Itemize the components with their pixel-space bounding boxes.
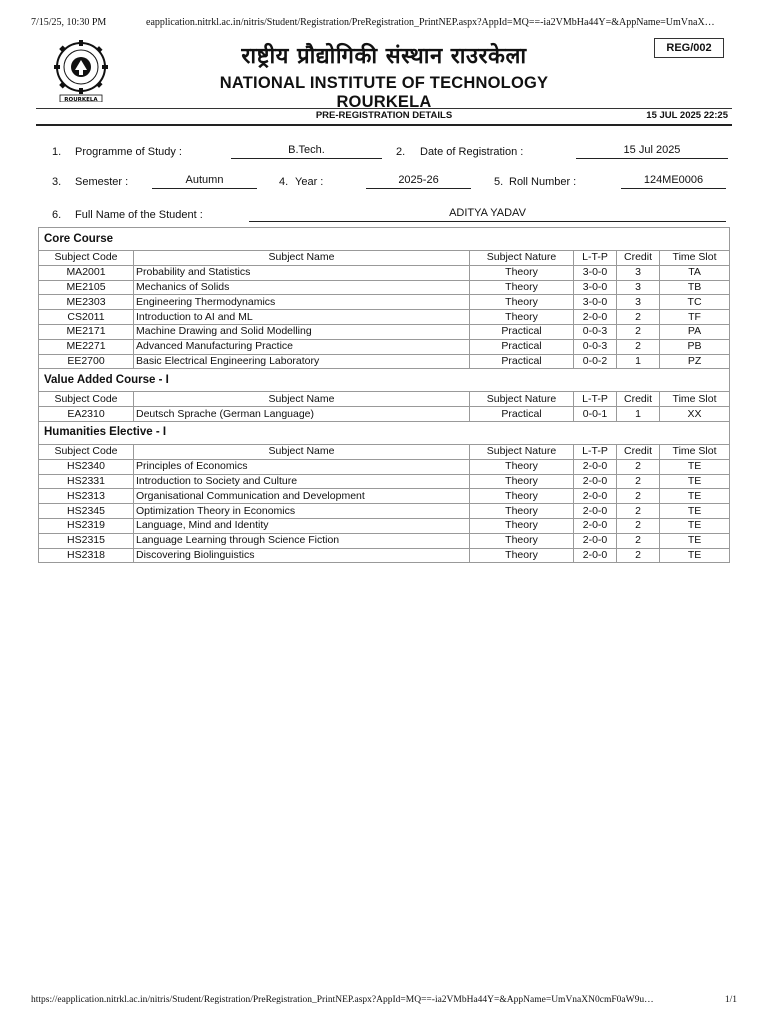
subject-nature-cell: Theory [470, 280, 574, 295]
subject-nature-cell: Practical [470, 339, 574, 354]
subject-name-cell: Introduction to Society and Culture [134, 474, 470, 489]
subject-nature-header: Subject Nature [470, 392, 574, 407]
table-row [39, 265, 730, 280]
programme-num: 1. [52, 146, 62, 158]
subject-name-cell: Probability and Statistics [134, 265, 470, 280]
section-title: Humanities Elective - I [39, 421, 730, 444]
table-row [39, 310, 730, 325]
table-row [39, 459, 730, 474]
full-name-value: ADITYA YADAV [249, 207, 726, 222]
subject-nature-cell: Practical [470, 407, 574, 422]
subject-code-cell: ME2171 [39, 324, 134, 339]
subject-nature-cell: Theory [470, 518, 574, 533]
time-slot-cell: TE [660, 548, 730, 563]
subject-code-cell: ME2303 [39, 295, 134, 310]
subject-name-cell: Mechanics of Solids [134, 280, 470, 295]
credit-cell: 2 [617, 459, 660, 474]
credit-header: Credit [617, 392, 660, 407]
table-row [39, 407, 730, 422]
document-timestamp: 15 JUL 2025 22:25 [646, 110, 728, 121]
subject-code-header: Subject Code [39, 251, 134, 266]
subject-code-cell: HS2313 [39, 489, 134, 504]
subject-code-cell: HS2318 [39, 548, 134, 563]
table-row [39, 295, 730, 310]
subject-name-cell: Introduction to AI and ML [134, 310, 470, 325]
section-header-row [39, 228, 730, 251]
ltp-cell: 2-0-0 [574, 548, 617, 563]
print-datetime: 7/15/25, 10:30 PM [31, 17, 107, 28]
subject-nature-cell: Theory [470, 295, 574, 310]
time-slot-header: Time Slot [660, 392, 730, 407]
section-title: Core Course [39, 228, 730, 251]
roll-value: 124ME0006 [621, 174, 726, 189]
semester-label: Semester : [75, 176, 129, 188]
subject-code-cell: HS2345 [39, 504, 134, 519]
subject-name-cell: Advanced Manufacturing Practice [134, 339, 470, 354]
ltp-cell: 3-0-0 [574, 280, 617, 295]
subject-code-cell: MA2001 [39, 265, 134, 280]
programme-label: Programme of Study : [75, 146, 182, 158]
credit-cell: 2 [617, 474, 660, 489]
semester-num: 3. [52, 176, 62, 188]
table-row [39, 474, 730, 489]
form-code-badge: REG/002 [654, 38, 724, 58]
ltp-cell: 2-0-0 [574, 489, 617, 504]
ltp-cell: 3-0-0 [574, 265, 617, 280]
ltp-cell: 2-0-0 [574, 533, 617, 548]
year-value: 2025-26 [366, 174, 471, 189]
credit-cell: 2 [617, 533, 660, 548]
subject-name-cell: Language Learning through Science Fiction [134, 533, 470, 548]
time-slot-cell: TF [660, 310, 730, 325]
subject-name-cell: Organisational Communication and Development [134, 489, 470, 504]
subject-name-cell: Machine Drawing and Solid Modelling [134, 324, 470, 339]
table-row [39, 324, 730, 339]
subject-nature-cell: Theory [470, 310, 574, 325]
credit-cell: 2 [617, 548, 660, 563]
subject-nature-cell: Practical [470, 354, 574, 369]
time-slot-cell: TE [660, 459, 730, 474]
page-number: 1/1 [724, 995, 737, 1005]
ltp-cell: 0-0-3 [574, 324, 617, 339]
ltp-cell: 2-0-0 [574, 518, 617, 533]
section-header-row [39, 369, 730, 392]
column-header-row [39, 444, 730, 459]
subject-nature-cell: Theory [470, 489, 574, 504]
institute-name: NATIONAL INSTITUTE OF TECHNOLOGY ROURKELA [219, 74, 549, 111]
subject-code-cell: ME2105 [39, 280, 134, 295]
print-url[interactable]: eapplication.nitrkl.ac.in/nitris/Student/Registration/PreRegistration_PrintNEP.aspx?AppId=MQ==-ia2VMbHa44Y=&AppName=UmVnaX… [146, 17, 715, 28]
subject-nature-cell: Theory [470, 533, 574, 548]
credit-cell: 1 [617, 354, 660, 369]
ltp-cell: 2-0-0 [574, 459, 617, 474]
ltp-header: L-T-P [574, 392, 617, 407]
table-row [39, 489, 730, 504]
ltp-cell: 0-0-1 [574, 407, 617, 422]
time-slot-header: Time Slot [660, 251, 730, 266]
section-title: Value Added Course - I [39, 369, 730, 392]
credit-cell: 3 [617, 295, 660, 310]
table-row [39, 280, 730, 295]
print-footer-url[interactable]: https://eapplication.nitrkl.ac.in/nitris/Student/Registration/PreRegistration_PrintNEP.aspx?AppId=MQ==-ia2VMbHa44Y=&AppName=UmVnaXN0cmF0aW9u… [31, 995, 654, 1005]
ltp-cell: 2-0-0 [574, 474, 617, 489]
credit-cell: 3 [617, 280, 660, 295]
subject-name-cell: Engineering Thermodynamics [134, 295, 470, 310]
time-slot-cell: TE [660, 518, 730, 533]
time-slot-cell: PB [660, 339, 730, 354]
institute-hindi-name: राष्ट्रीय प्रौद्योगिकी संस्थान राउरकेला [241, 44, 527, 69]
subject-code-cell: HS2315 [39, 533, 134, 548]
subject-code-cell: EE2700 [39, 354, 134, 369]
credit-header: Credit [617, 444, 660, 459]
time-slot-cell: PZ [660, 354, 730, 369]
credit-header: Credit [617, 251, 660, 266]
time-slot-cell: TE [660, 533, 730, 548]
subject-name-header: Subject Name [134, 392, 470, 407]
date-reg-label: Date of Registration : [420, 146, 524, 158]
subject-nature-cell: Theory [470, 548, 574, 563]
subject-code-cell: HS2319 [39, 518, 134, 533]
print-header [31, 17, 737, 28]
document-title: PRE-REGISTRATION DETAILS [315, 110, 453, 121]
roll-num: 5. [494, 176, 504, 188]
programme-value: B.Tech. [231, 144, 382, 159]
subject-nature-header: Subject Nature [470, 251, 574, 266]
credit-cell: 2 [617, 310, 660, 325]
ltp-header: L-T-P [574, 444, 617, 459]
time-slot-cell: TE [660, 474, 730, 489]
credit-cell: 2 [617, 339, 660, 354]
year-num: 4. [279, 176, 289, 188]
subject-name-cell: Deutsch Sprache (German Language) [134, 407, 470, 422]
ltp-cell: 2-0-0 [574, 310, 617, 325]
subject-nature-cell: Theory [470, 474, 574, 489]
time-slot-cell: TE [660, 504, 730, 519]
subject-code-cell: CS2011 [39, 310, 134, 325]
subject-nature-header: Subject Nature [470, 444, 574, 459]
table-row [39, 548, 730, 563]
credit-cell: 2 [617, 504, 660, 519]
column-header-row [39, 251, 730, 266]
logo-text: ROURKELA [64, 97, 98, 102]
roll-label: Roll Number : [509, 176, 577, 188]
subject-name-cell: Discovering Biolinguistics [134, 548, 470, 563]
time-slot-cell: XX [660, 407, 730, 422]
course-table [38, 227, 730, 563]
print-footer [31, 995, 737, 1005]
year-label: Year : [295, 176, 324, 188]
divider [36, 124, 732, 126]
time-slot-header: Time Slot [660, 444, 730, 459]
subject-name-cell: Language, Mind and Identity [134, 518, 470, 533]
credit-cell: 1 [617, 407, 660, 422]
subject-code-cell: HS2331 [39, 474, 134, 489]
subject-name-cell: Optimization Theory in Economics [134, 504, 470, 519]
section-header-row [39, 421, 730, 444]
subject-nature-cell: Theory [470, 504, 574, 519]
credit-cell: 2 [617, 518, 660, 533]
subject-name-cell: Basic Electrical Engineering Laboratory [134, 354, 470, 369]
ltp-header: L-T-P [574, 251, 617, 266]
date-reg-num: 2. [396, 146, 406, 158]
subject-code-header: Subject Code [39, 444, 134, 459]
time-slot-cell: TB [660, 280, 730, 295]
column-header-row [39, 392, 730, 407]
table-row [39, 354, 730, 369]
credit-cell: 3 [617, 265, 660, 280]
credit-cell: 2 [617, 489, 660, 504]
divider [36, 108, 732, 109]
full-name-num: 6. [52, 209, 62, 221]
table-row [39, 533, 730, 548]
date-reg-value: 15 Jul 2025 [576, 144, 728, 159]
subject-nature-cell: Practical [470, 324, 574, 339]
ltp-cell: 2-0-0 [574, 504, 617, 519]
subject-nature-cell: Theory [470, 459, 574, 474]
subject-code-cell: HS2340 [39, 459, 134, 474]
credit-cell: 2 [617, 324, 660, 339]
time-slot-cell: TC [660, 295, 730, 310]
subject-code-header: Subject Code [39, 392, 134, 407]
time-slot-cell: TA [660, 265, 730, 280]
subject-code-cell: ME2271 [39, 339, 134, 354]
full-name-label: Full Name of the Student : [75, 209, 203, 221]
table-row [39, 339, 730, 354]
subject-name-header: Subject Name [134, 251, 470, 266]
subject-name-header: Subject Name [134, 444, 470, 459]
subject-nature-cell: Theory [470, 265, 574, 280]
subject-code-cell: EA2310 [39, 407, 134, 422]
ltp-cell: 3-0-0 [574, 295, 617, 310]
ltp-cell: 0-0-2 [574, 354, 617, 369]
course-table-wrapper [38, 227, 729, 563]
table-row [39, 504, 730, 519]
semester-value: Autumn [152, 174, 257, 189]
time-slot-cell: PA [660, 324, 730, 339]
time-slot-cell: TE [660, 489, 730, 504]
subject-name-cell: Principles of Economics [134, 459, 470, 474]
table-row [39, 518, 730, 533]
institute-logo-icon [46, 40, 116, 102]
ltp-cell: 0-0-3 [574, 339, 617, 354]
